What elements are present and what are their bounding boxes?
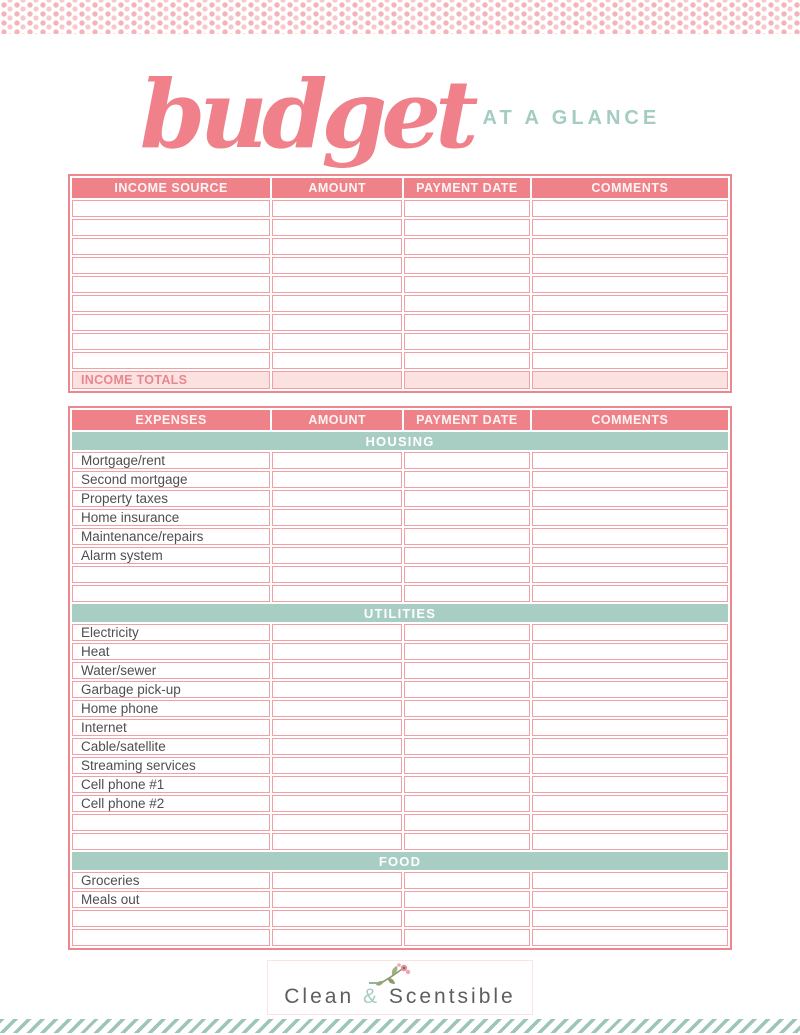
- expense-cell: [404, 872, 529, 889]
- income-row: [72, 219, 728, 236]
- expense-row-empty: [72, 814, 728, 831]
- expense-label: Heat: [72, 643, 270, 660]
- expense-cell: [72, 833, 270, 850]
- expense-cell: [404, 738, 529, 755]
- expense-cell: [272, 795, 402, 812]
- income-table-body: [72, 200, 728, 389]
- expense-row: [72, 643, 728, 660]
- income-cell: [272, 200, 402, 217]
- income-cell: [72, 295, 270, 312]
- expense-cell: [404, 776, 529, 793]
- expense-label: Cell phone #1: [72, 776, 270, 793]
- income-cell: [272, 333, 402, 350]
- expense-cell: [404, 547, 529, 564]
- expense-row-empty: [72, 833, 728, 850]
- income-header-row: [72, 178, 728, 198]
- income-comments-header: COMMENTS: [532, 178, 728, 198]
- income-cell: [272, 219, 402, 236]
- income-row: [72, 238, 728, 255]
- expense-label: Streaming services: [72, 757, 270, 774]
- expense-label: Cable/satellite: [72, 738, 270, 755]
- expense-cell: [72, 814, 270, 831]
- expense-label: Cell phone #2: [72, 795, 270, 812]
- expense-row: [72, 528, 728, 545]
- brand-name-ampersand: &: [362, 985, 380, 1008]
- income-cell: [272, 238, 402, 255]
- brand-name: [284, 985, 515, 1009]
- expense-cell: [532, 910, 728, 927]
- expense-cell: [532, 757, 728, 774]
- income-totals-cell: [272, 371, 402, 389]
- expense-cell: [404, 566, 529, 583]
- expense-row: [72, 700, 728, 717]
- income-totals-row: [72, 371, 728, 389]
- expense-label: Internet: [72, 719, 270, 736]
- expense-cell: [404, 833, 529, 850]
- expense-cell: [272, 929, 402, 946]
- expenses-amount-header: AMOUNT: [272, 410, 402, 430]
- income-totals-cell: [404, 371, 529, 389]
- section-header-utilities: [72, 604, 728, 622]
- expense-label: Electricity: [72, 624, 270, 641]
- income-cell: [404, 276, 529, 293]
- page-title-script: budget: [139, 59, 473, 170]
- expense-cell: [272, 452, 402, 469]
- expense-label: Property taxes: [72, 490, 270, 507]
- expense-row: [72, 872, 728, 889]
- expense-label: Maintenance/repairs: [72, 528, 270, 545]
- expense-cell: [272, 910, 402, 927]
- expense-cell: [272, 738, 402, 755]
- income-cell: [72, 352, 270, 369]
- expense-cell: [272, 719, 402, 736]
- income-cell: [272, 276, 402, 293]
- footer: [0, 960, 800, 1015]
- expense-cell: [272, 814, 402, 831]
- expense-cell: [404, 490, 529, 507]
- income-table-container: [68, 174, 732, 393]
- income-cell: [532, 295, 728, 312]
- income-cell: [404, 200, 529, 217]
- expense-cell: [404, 700, 529, 717]
- expense-cell: [532, 795, 728, 812]
- expense-row: [72, 452, 728, 469]
- income-cell: [272, 352, 402, 369]
- income-cell: [404, 333, 529, 350]
- expense-cell: [404, 528, 529, 545]
- page-title: [0, 40, 800, 170]
- expense-label: Meals out: [72, 891, 270, 908]
- expenses-comments-header: COMMENTS: [532, 410, 728, 430]
- expense-cell: [532, 891, 728, 908]
- expense-cell: [532, 681, 728, 698]
- polka-dot-border: [0, 0, 800, 34]
- expense-row: [72, 776, 728, 793]
- expense-cell: [404, 662, 529, 679]
- income-cell: [404, 257, 529, 274]
- income-cell: [72, 219, 270, 236]
- expense-cell: [532, 566, 728, 583]
- expense-cell: [272, 891, 402, 908]
- expenses-table-container: [68, 406, 732, 950]
- income-row: [72, 257, 728, 274]
- income-cell: [272, 257, 402, 274]
- expense-cell: [532, 471, 728, 488]
- expense-row: [72, 547, 728, 564]
- income-table: [70, 176, 730, 391]
- expense-cell: [272, 509, 402, 526]
- expense-cell: [272, 700, 402, 717]
- expense-label: Groceries: [72, 872, 270, 889]
- expense-row-empty: [72, 566, 728, 583]
- expense-cell: [532, 643, 728, 660]
- brand-name-clean: Clean: [284, 985, 355, 1008]
- expense-cell: [72, 585, 270, 602]
- expense-cell: [404, 795, 529, 812]
- expense-cell: [272, 872, 402, 889]
- expense-cell: [532, 719, 728, 736]
- income-cell: [532, 314, 728, 331]
- expense-row: [72, 719, 728, 736]
- income-cell: [404, 238, 529, 255]
- income-cell: [532, 219, 728, 236]
- expense-row-empty: [72, 585, 728, 602]
- expense-cell: [532, 585, 728, 602]
- income-row: [72, 200, 728, 217]
- expense-cell: [532, 490, 728, 507]
- expense-cell: [532, 547, 728, 564]
- expense-cell: [532, 814, 728, 831]
- income-cell: [532, 257, 728, 274]
- expense-cell: [404, 471, 529, 488]
- expense-row: [72, 662, 728, 679]
- diagonal-stripe-border: [0, 1019, 800, 1033]
- income-amount-header: AMOUNT: [272, 178, 402, 198]
- expense-cell: [404, 929, 529, 946]
- expense-cell: [272, 662, 402, 679]
- expense-cell: [404, 643, 529, 660]
- expense-label: Second mortgage: [72, 471, 270, 488]
- expense-cell: [272, 643, 402, 660]
- expense-cell: [272, 624, 402, 641]
- expense-row: [72, 891, 728, 908]
- income-cell: [272, 314, 402, 331]
- income-cell: [404, 314, 529, 331]
- expense-cell: [404, 910, 529, 927]
- expense-cell: [272, 471, 402, 488]
- expense-cell: [532, 528, 728, 545]
- income-cell: [72, 257, 270, 274]
- section-header-food: [72, 852, 728, 870]
- expense-label: Home insurance: [72, 509, 270, 526]
- expenses-header: EXPENSES: [72, 410, 270, 430]
- section-header-label-utilities: UTILITIES: [72, 604, 728, 622]
- section-header-label-food: FOOD: [72, 852, 728, 870]
- expense-cell: [404, 509, 529, 526]
- income-row: [72, 333, 728, 350]
- expense-label: Mortgage/rent: [72, 452, 270, 469]
- expense-cell: [272, 776, 402, 793]
- expense-cell: [404, 891, 529, 908]
- income-cell: [532, 276, 728, 293]
- expense-cell: [404, 757, 529, 774]
- page-title-caption: AT A GLANCE: [482, 107, 661, 129]
- expense-cell: [404, 681, 529, 698]
- income-row: [72, 314, 728, 331]
- expense-cell: [404, 624, 529, 641]
- expense-row: [72, 624, 728, 641]
- expense-cell: [72, 929, 270, 946]
- brand-logo: [267, 960, 532, 1015]
- expense-row-empty: [72, 929, 728, 946]
- income-cell: [404, 295, 529, 312]
- income-cell: [72, 200, 270, 217]
- expense-cell: [404, 719, 529, 736]
- income-cell: [72, 276, 270, 293]
- expense-cell: [272, 681, 402, 698]
- expense-row: [72, 681, 728, 698]
- expense-label: Home phone: [72, 700, 270, 717]
- income-row: [72, 276, 728, 293]
- income-cell: [272, 295, 402, 312]
- expenses-payment-date-header: PAYMENT DATE: [404, 410, 529, 430]
- expense-row: [72, 490, 728, 507]
- expense-cell: [272, 528, 402, 545]
- expense-cell: [532, 452, 728, 469]
- expense-cell: [532, 872, 728, 889]
- expense-cell: [272, 833, 402, 850]
- expense-cell: [532, 776, 728, 793]
- income-cell: [72, 314, 270, 331]
- expense-row-empty: [72, 910, 728, 927]
- income-cell: [72, 333, 270, 350]
- expense-cell: [272, 566, 402, 583]
- expense-cell: [72, 910, 270, 927]
- expenses-header-row: [72, 410, 728, 430]
- section-header-housing: [72, 432, 728, 450]
- income-totals-label: INCOME TOTALS: [72, 371, 270, 389]
- expense-cell: [272, 547, 402, 564]
- expense-label: Garbage pick-up: [72, 681, 270, 698]
- income-cell: [404, 219, 529, 236]
- income-cell: [404, 352, 529, 369]
- expense-cell: [272, 490, 402, 507]
- income-cell: [532, 333, 728, 350]
- expense-cell: [404, 814, 529, 831]
- expense-cell: [404, 585, 529, 602]
- expenses-table: [70, 408, 730, 948]
- expense-cell: [532, 929, 728, 946]
- expense-row: [72, 757, 728, 774]
- expenses-table-body: [72, 432, 728, 946]
- income-row: [72, 352, 728, 369]
- expense-cell: [72, 566, 270, 583]
- section-header-label-housing: HOUSING: [72, 432, 728, 450]
- expense-cell: [532, 833, 728, 850]
- expense-cell: [532, 624, 728, 641]
- income-cell: [72, 238, 270, 255]
- income-payment-date-header: PAYMENT DATE: [404, 178, 529, 198]
- expense-row: [72, 795, 728, 812]
- expense-row: [72, 471, 728, 488]
- income-source-header: INCOME SOURCE: [72, 178, 270, 198]
- expense-cell: [404, 452, 529, 469]
- income-cell: [532, 200, 728, 217]
- expense-label: Water/sewer: [72, 662, 270, 679]
- expense-cell: [272, 585, 402, 602]
- income-cell: [532, 352, 728, 369]
- income-cell: [532, 238, 728, 255]
- expense-row: [72, 509, 728, 526]
- expense-cell: [272, 757, 402, 774]
- income-row: [72, 295, 728, 312]
- expense-label: Alarm system: [72, 547, 270, 564]
- expense-row: [72, 738, 728, 755]
- expense-cell: [532, 700, 728, 717]
- expense-cell: [532, 738, 728, 755]
- brand-name-scentsible: Scentsible: [388, 985, 516, 1008]
- expense-cell: [532, 662, 728, 679]
- expense-cell: [532, 509, 728, 526]
- income-totals-cell: [532, 371, 728, 389]
